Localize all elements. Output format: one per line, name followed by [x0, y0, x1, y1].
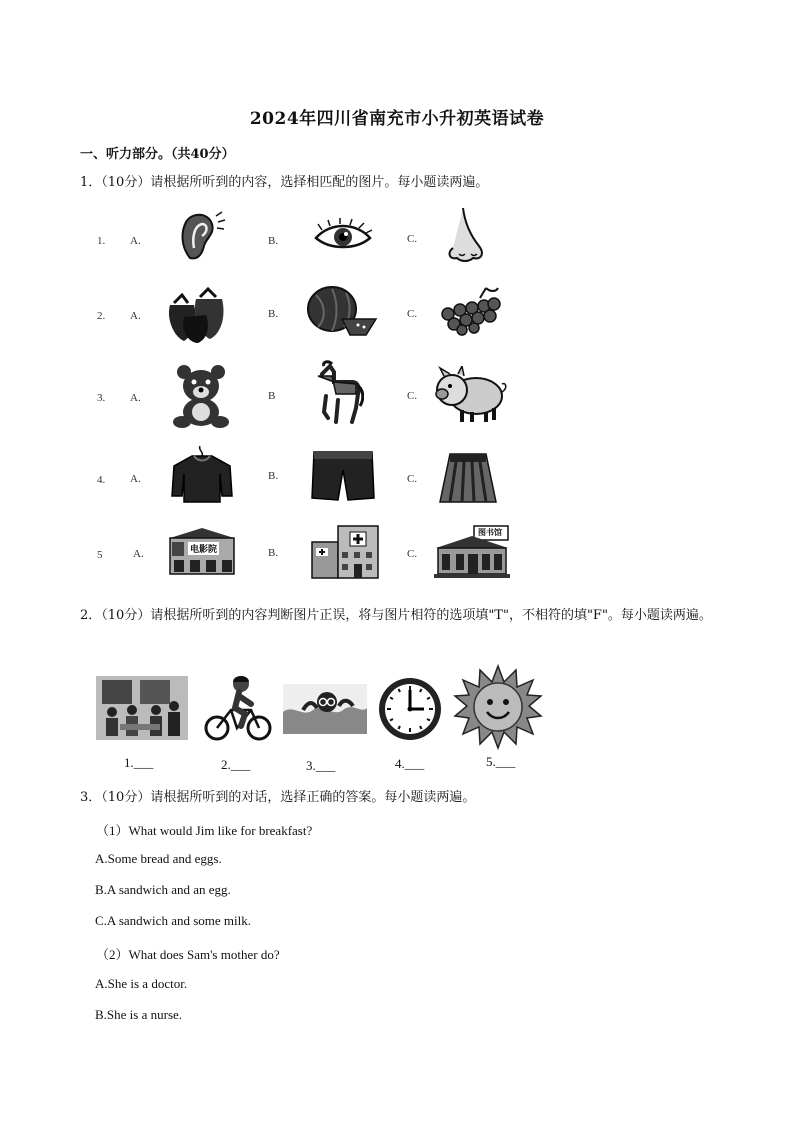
answer-option-a[interactable]: A.She is a doctor. [95, 976, 188, 991]
question-3-prompt: 3．（10分）请根据所听到的对话，选择正确的答案。每小题读两遍。 [80, 790, 476, 805]
row-number: 2. [97, 310, 106, 322]
answer-option-b[interactable]: B.She is a nurse. [95, 1007, 183, 1022]
cinema-sign: 电影院 [188, 542, 219, 555]
answer-blank-5[interactable]: 5.___ [486, 754, 516, 769]
answer-option-a[interactable]: A.Some bread and eggs. [95, 851, 222, 866]
hospital-icon [310, 522, 380, 580]
option-label-c: C. [407, 548, 418, 560]
answer-blank-1[interactable]: 1.___ [124, 755, 154, 770]
sub-question-1: （1）What would Jim like for breakfast? [96, 823, 313, 838]
option-label-c: C. [407, 308, 418, 320]
grapes-icon [440, 286, 502, 336]
option-label-a: A. [133, 548, 144, 560]
section-heading-listening: 一、听力部分。（共40分） [80, 147, 235, 162]
ear-icon [172, 208, 228, 264]
option-label-a: A. [130, 392, 141, 404]
option-label-c: C. [407, 473, 418, 485]
watermelon-icon [306, 285, 378, 337]
answer-option-b[interactable]: B.A sandwich and an egg. [95, 882, 231, 897]
shorts-icon [310, 448, 376, 502]
option-label-a: A. [130, 310, 141, 322]
clock-icon [377, 676, 443, 742]
option-label-b: B. [268, 470, 279, 482]
bear-icon [170, 362, 232, 430]
horse-icon [312, 360, 364, 424]
library-sign: 图书馆 [478, 528, 502, 537]
page-title: 2024年四川省南充市小升初英语试卷 [249, 109, 545, 129]
skirt-icon [438, 450, 498, 504]
sweater-icon [170, 446, 234, 504]
answer-blank-2[interactable]: 2.___ [221, 757, 251, 772]
option-label-c: C. [407, 233, 418, 245]
family-photo-icon [96, 676, 188, 740]
strawberry-icon [164, 285, 234, 345]
eye-icon [312, 218, 374, 254]
answer-option-c[interactable]: C.A sandwich and some milk. [95, 913, 251, 928]
sub-question-2: （2）What does Sam's mother do? [96, 947, 280, 962]
answer-blank-3[interactable]: 3.___ [306, 758, 336, 773]
option-label-b: B [268, 390, 276, 402]
pig-icon [432, 366, 508, 424]
option-label-b: B. [268, 308, 279, 320]
row-number: 3. [97, 392, 106, 404]
answer-blank-4[interactable]: 4.___ [395, 756, 425, 771]
swimmer-icon [283, 684, 367, 734]
row-number: 4. [97, 474, 106, 486]
row-number: 1. [97, 235, 106, 247]
question-1-prompt: 1．（10分）请根据所听到的内容，选择相匹配的图片。每小题读两遍。 [80, 175, 489, 190]
row-number: 5 [97, 549, 103, 561]
question-2-prompt: 2．（10分）请根据所听到的内容判断图片正误，将与图片相符的选项填"T"，不相符的填"F"。每小题读两遍。 [80, 608, 712, 623]
library-icon [434, 524, 510, 578]
bike-rider-icon [203, 674, 273, 744]
nose-icon [445, 206, 489, 264]
option-label-a: A. [130, 473, 141, 485]
option-label-b: B. [268, 235, 279, 247]
option-label-b: B. [268, 547, 279, 559]
option-label-a: A. [130, 235, 141, 247]
option-label-c: C. [407, 390, 418, 402]
sun-icon [453, 664, 543, 750]
cinema-icon [166, 528, 238, 576]
